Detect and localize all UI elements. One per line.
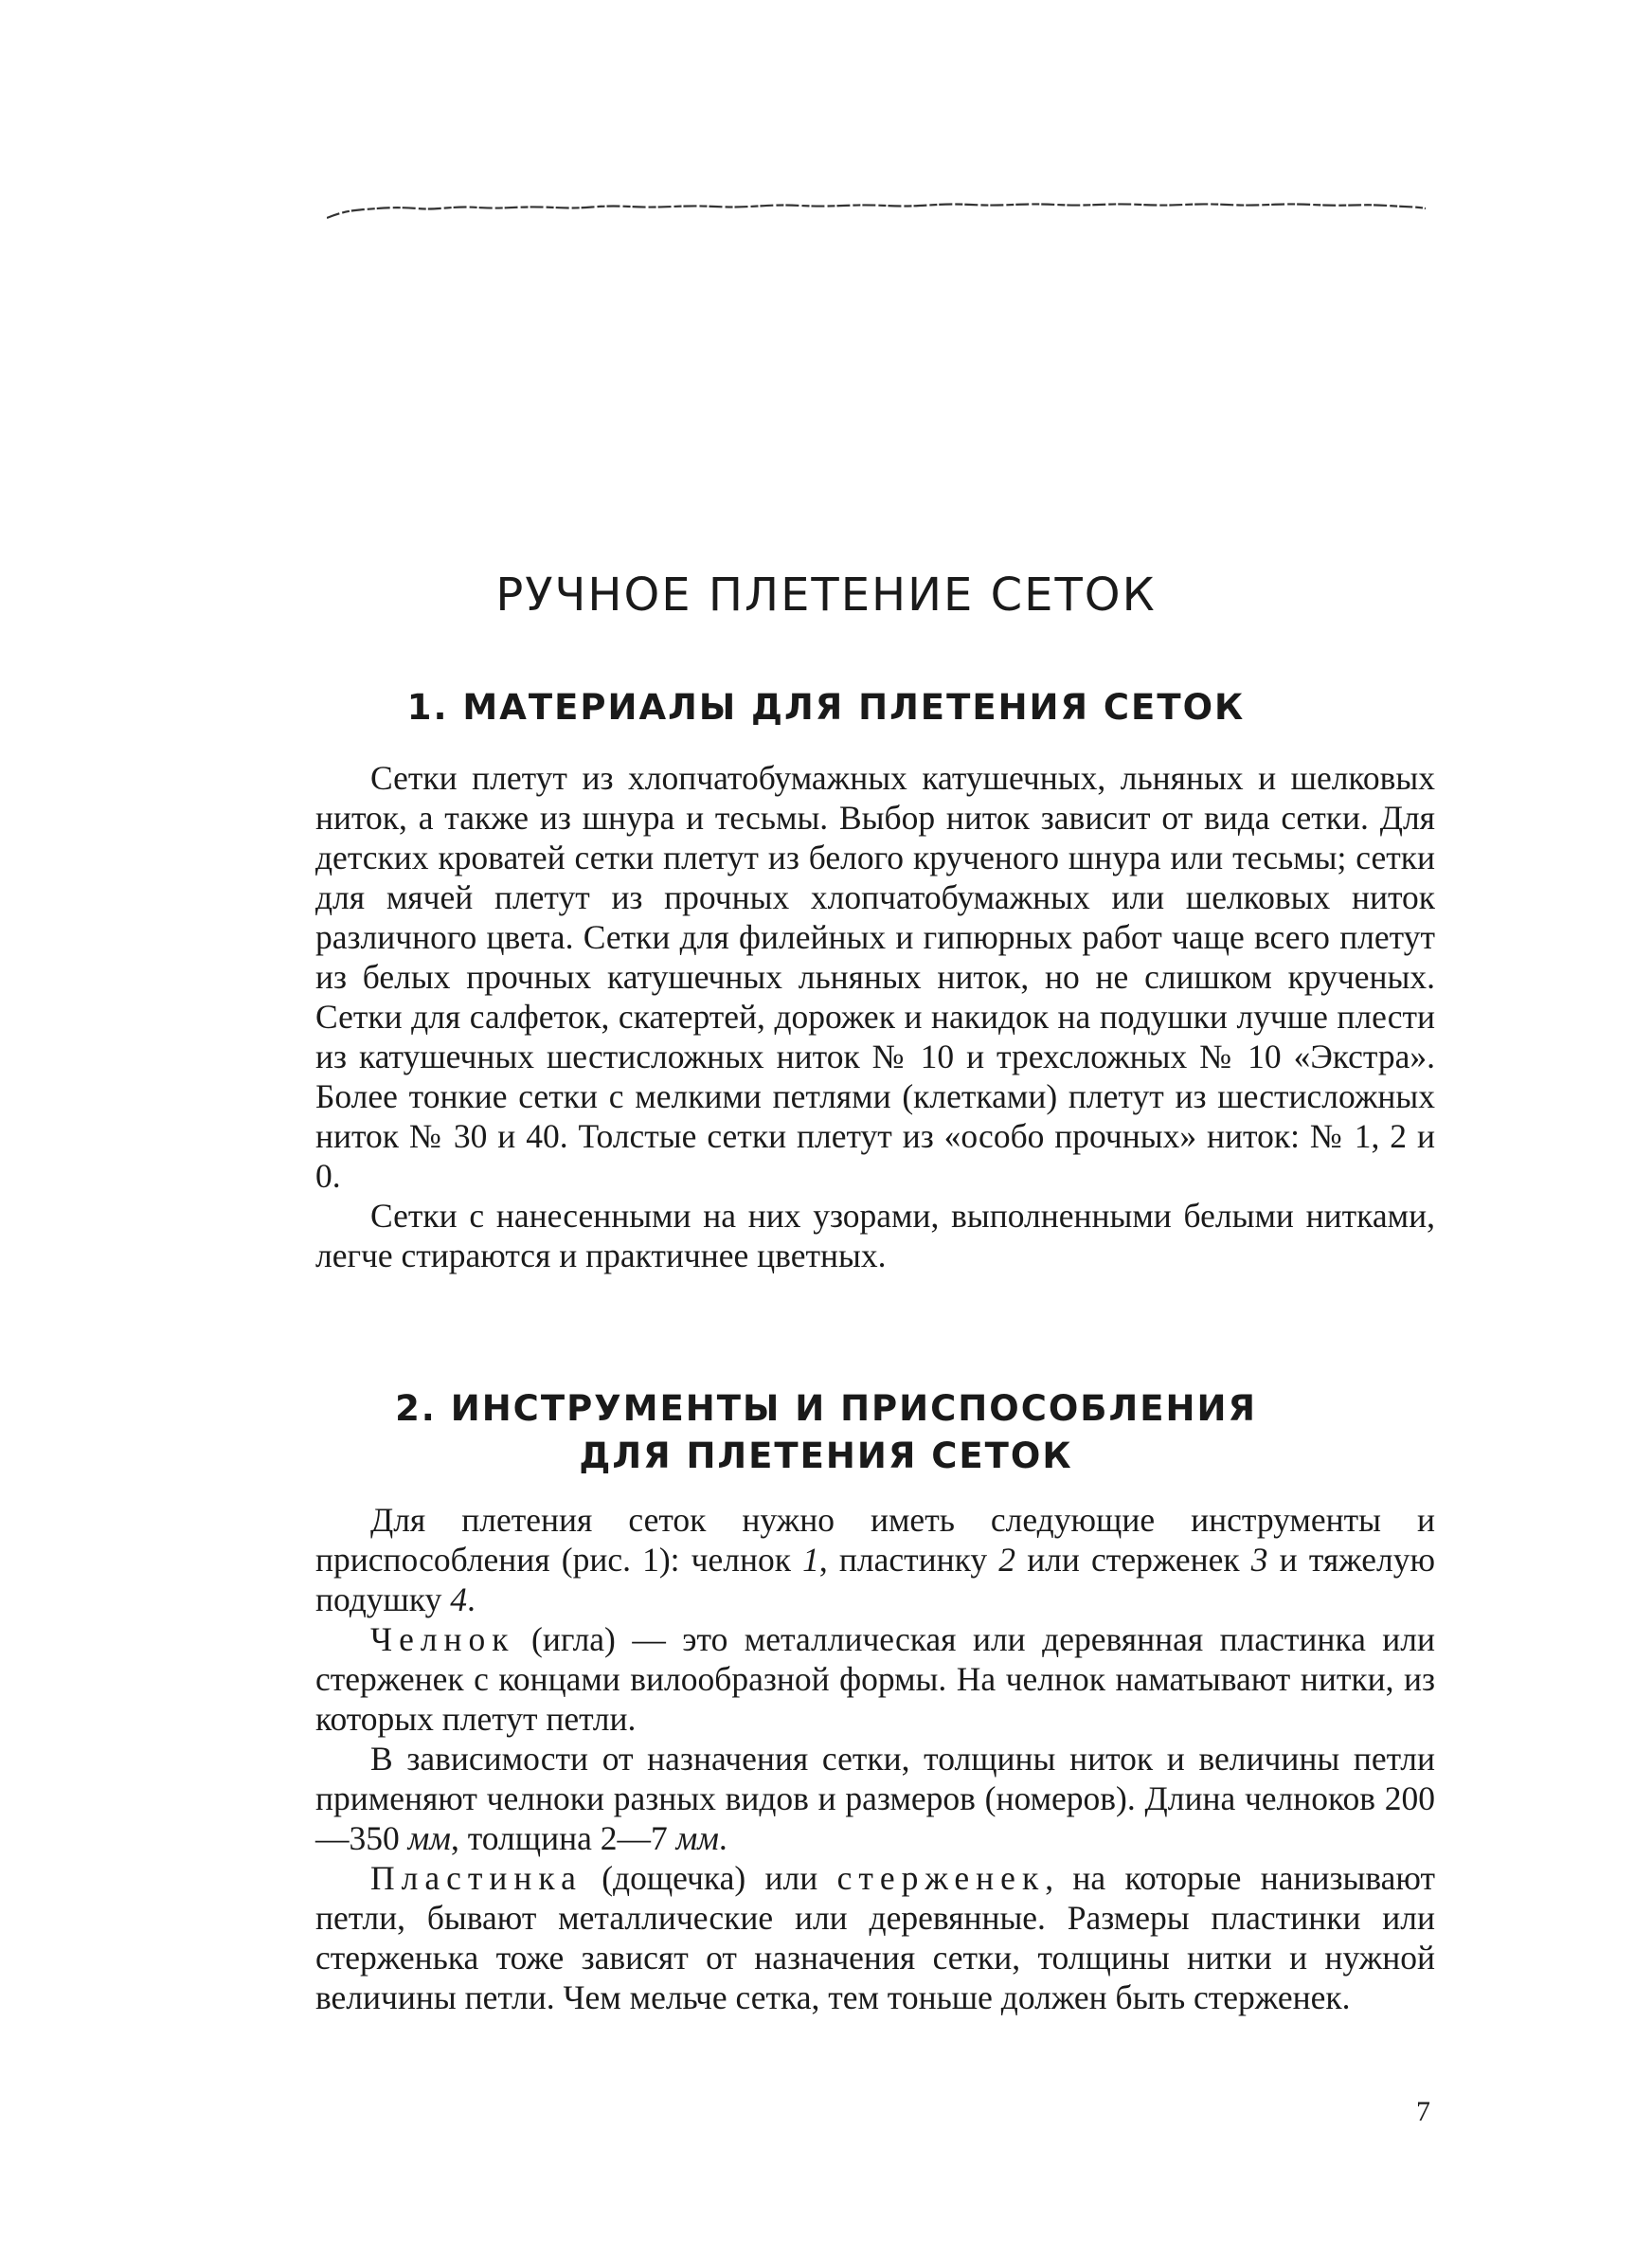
section-tools-text: [315, 1500, 1435, 2017]
section-heading-line: ДЛЯ ПЛЕТЕНИЯ СЕТОК: [579, 1435, 1073, 1476]
section-materials-text: [315, 758, 1435, 1275]
text-run: .: [467, 1580, 476, 1618]
text-run: (игла) — это металлическая или деревянная пластинка или стерженек с концами вилообразной формы. На челнок наматывают нитки, из которых плетут петли.: [315, 1620, 1435, 1738]
spaced-term: Пластинка: [370, 1859, 583, 1897]
book-title: РУЧНОЕ ПЛЕТЕНИЕ СЕТОК: [495, 569, 1157, 622]
paragraph: [315, 1619, 1435, 1739]
paragraph: Сетки с нанесенными на них узорами, выполненными белыми нитками, легче стираются и практичнее цветных.: [315, 1197, 1435, 1274]
paragraph: Сетки плетут из хлопчатобумажных катушечных, льняных и шелковых ниток, а также из шнура и тесьмы. Выбор ниток зависит от вида сетки. Для детских кроватей сетки плетут из белого крученого шнура или тесьмы; сетки для мячей плетут из прочных хлопчатобумажных или шелковых ниток различного цвета. Сетки для филейных и гипюрных работ чаще всего плетут из белых прочных катушечных льняных ниток, но не слишком крученых. Сетки для салфеток, скатертей, дорожек и накидок на подушки лучше плести из катушечных шестисложных ниток № 10 и трехсложных № 10 «Экстра». Более тонкие сетки с мелкими петлями (клетками) плетут из шестисложных ниток № 30 и 40. Толстые сетки плетут из «особо прочных» ниток: № 1, 2 и 0.: [315, 759, 1435, 1195]
text-run: или стерженек: [1015, 1541, 1251, 1579]
paragraph: [315, 1739, 1435, 1858]
text-run: В зависимости от назначения сетки, толщины ниток и величины петли применяют челноки разных видов и размеров (номеров). Длина челноков 200—350: [315, 1740, 1435, 1857]
figure-ref: 3: [1250, 1541, 1268, 1579]
unit: мм: [675, 1819, 719, 1857]
text-run: , толщина 2—7: [450, 1819, 676, 1857]
paragraph: [315, 1858, 1435, 2017]
section-heading-materials: 1. МАТЕРИАЛЫ ДЛЯ ПЛЕТЕНИЯ СЕТОК: [406, 687, 1246, 728]
paragraph: [315, 1500, 1435, 1619]
text-run: (дощечка) или: [582, 1859, 837, 1897]
text-run: .: [718, 1819, 727, 1857]
page-number: 7: [1416, 2096, 1430, 2127]
text-run: Для плетения сеток нужно иметь следующие инструменты и приспособления (рис. 1): челнок: [315, 1501, 1435, 1579]
text-run: , пластинку: [818, 1541, 999, 1579]
figure-ref: 4: [450, 1580, 467, 1618]
unit: мм: [407, 1819, 451, 1857]
spaced-term: Челнок: [370, 1620, 515, 1658]
section-heading-tools: [0, 1385, 1652, 1480]
text-run: , на которые нанизывают петли, бывают металлические или деревянные. Размеры пластинки или стерженька тоже зависят от назначения сетки, толщины нитки и нужной величины петли. Чем мельче сетка, тем тоньше должен быть стерженек.: [315, 1859, 1435, 2016]
section-heading-line: 2. ИНСТРУМЕНТЫ И ПРИСПОСОБЛЕНИЯ: [395, 1388, 1257, 1429]
decorative-wavy-rule: [327, 190, 1426, 227]
spaced-term: стерженек: [836, 1859, 1046, 1897]
text-run: и тяжелую подушку: [315, 1541, 1435, 1618]
figure-ref: 2: [998, 1541, 1016, 1579]
figure-ref: 1: [802, 1541, 819, 1579]
